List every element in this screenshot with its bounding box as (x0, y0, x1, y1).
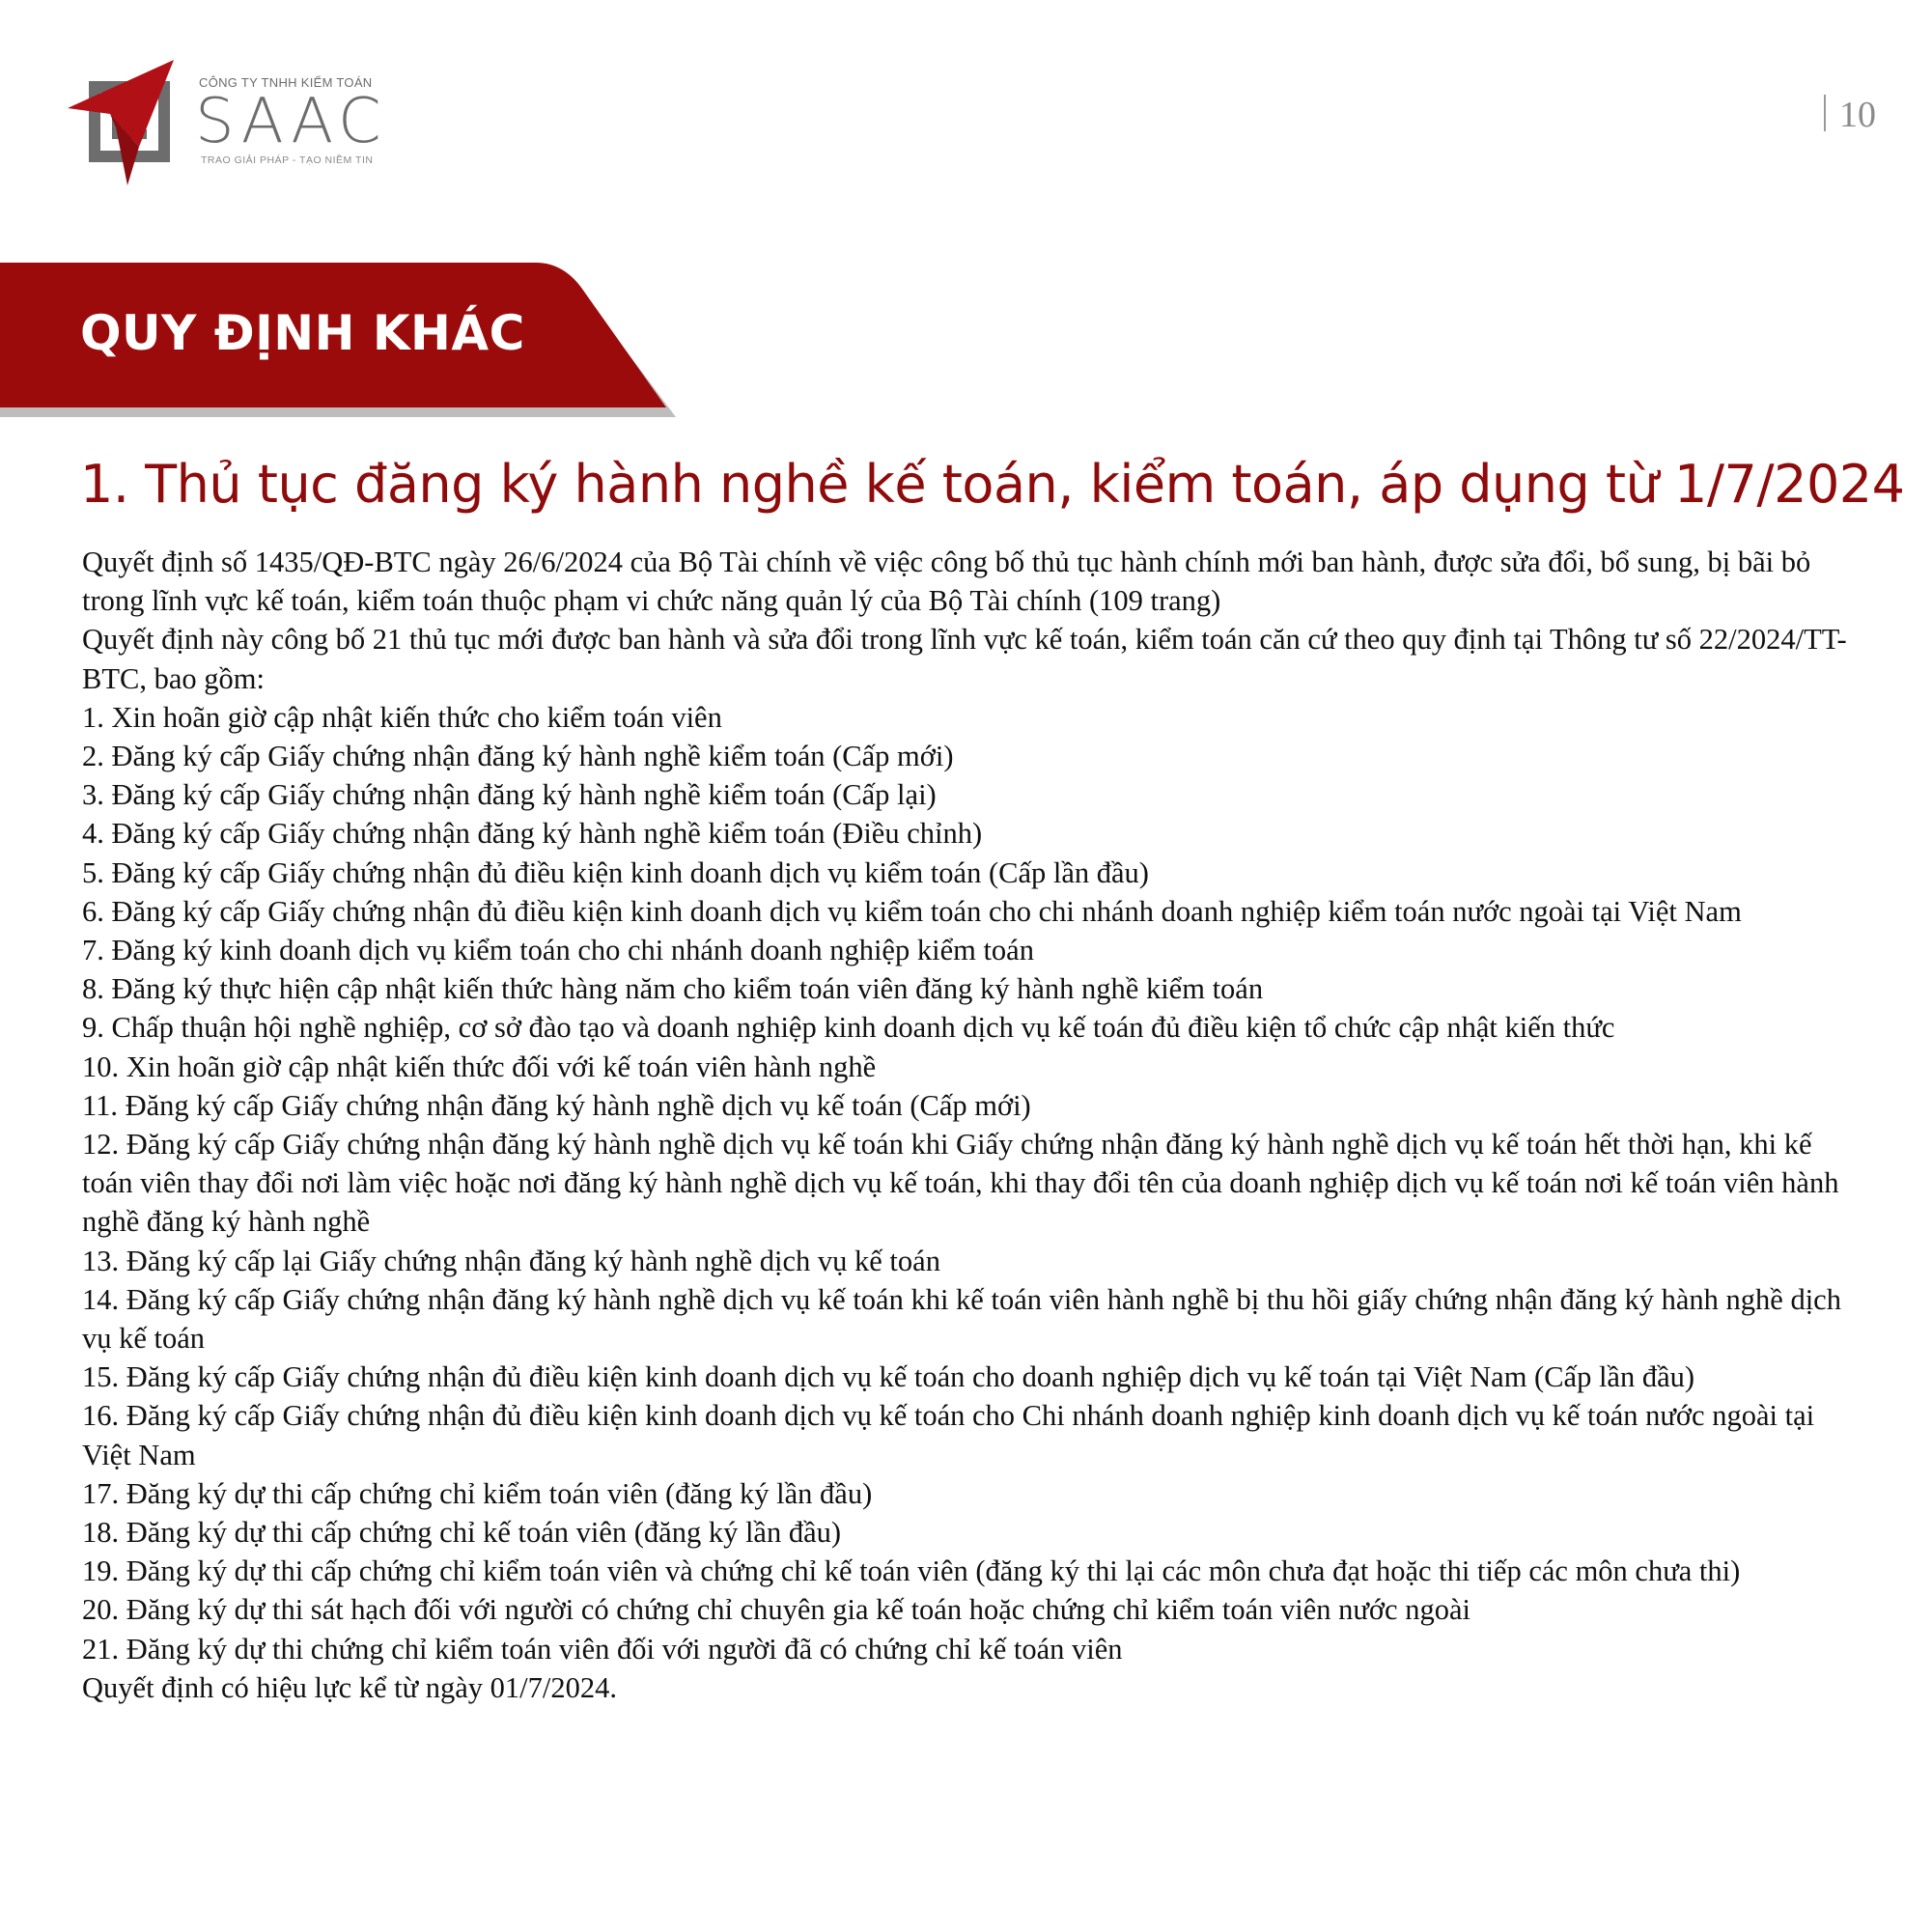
company-logo (68, 60, 396, 195)
list-item: 7. Đăng ký kinh doanh dịch vụ kiểm toán cho chi nhánh doanh nghiệp kiểm toán (82, 934, 1034, 967)
page-number (1824, 94, 1876, 136)
list-item: 2. Đăng ký cấp Giấy chứng nhận đăng ký hành nghề kiểm toán (Cấp mới) (82, 740, 954, 773)
section-banner (0, 263, 676, 417)
list-item: 9. Chấp thuận hội nghề nghiệp, cơ sở đào tạo và doanh nghiệp kinh doanh dịch vụ kế toán đủ điều kiện tổ chức cập nhật kiến thức (82, 1011, 1615, 1045)
list-item: 18. Đăng ký dự thi cấp chứng chỉ kế toán viên (đăng ký lần đầu) (82, 1516, 842, 1550)
logo-brand-name: SAAC (195, 86, 387, 157)
list-item: 15. Đăng ký cấp Giấy chứng nhận đủ điều kiện kinh doanh dịch vụ kế toán cho doanh nghiệp dịch vụ kế toán tại Việt Nam (Cấp lần đầu) (82, 1360, 1695, 1394)
list-item: 11. Đăng ký cấp Giấy chứng nhận đăng ký hành nghề dịch vụ kế toán (Cấp mới) (82, 1088, 1031, 1122)
list-item: 4. Đăng ký cấp Giấy chứng nhận đăng ký hành nghề kiểm toán (Điều chỉnh) (82, 817, 983, 851)
saac-emblem-icon (68, 60, 174, 195)
list-item: 21. Đăng ký dự thi chứng chỉ kiểm toán viên đối với người đã có chứng chỉ kế toán viên (82, 1632, 1123, 1666)
section-title: 1. Thủ tục đăng ký hành nghề kế toán, kiểm toán, áp dụng từ 1/7/2024 (80, 454, 1905, 515)
page-number-value: 10 (1839, 95, 1876, 135)
list-item: 14. Đăng ký cấp Giấy chứng nhận đăng ký hành nghề dịch vụ kế toán khi kế toán viên hành nghề bị thu hồi giấy chứng nhận đăng ký hành nghề dịch vụ kế toán (82, 1282, 1841, 1356)
intro-paragraph: Quyết định này công bố 21 thủ tục mới được ban hành và sửa đổi trong lĩnh vực kế toán, kiểm toán căn cứ theo quy định tại Thông tư số 22/2024/TT-BTC, bao gồm: (82, 623, 1847, 695)
list-item: 8. Đăng ký thực hiện cập nhật kiến thức hàng năm cho kiểm toán viên đăng ký hành nghề kiểm toán (82, 972, 1264, 1006)
list-item: 16. Đăng ký cấp Giấy chứng nhận đủ điều kiện kinh doanh dịch vụ kế toán cho Chi nhánh doanh nghiệp kinh doanh dịch vụ kế toán nước ngoài tại Việt Nam (82, 1399, 1815, 1471)
page-number-divider (1824, 95, 1826, 131)
effective-date: Quyết định có hiệu lực kể từ ngày 01/7/2024. (82, 1670, 618, 1704)
logo-slogan: TRAO GIẢI PHÁP - TẠO NIỀM TIN (201, 154, 374, 166)
list-item: 17. Đăng ký dự thi cấp chứng chỉ kiểm toán viên (đăng ký lần đầu) (82, 1476, 873, 1510)
intro-paragraph: Quyết định số 1435/QĐ-BTC ngày 26/6/2024 của Bộ Tài chính về việc công bố thủ tục hành chính mới ban hành, được sửa đổi, bổ sung, bị bãi bỏ trong lĩnh vực kế toán, kiểm toán thuộc phạm vi chức năng quản lý của Bộ Tài chính (109 trang) (82, 546, 1811, 618)
list-item: 6. Đăng ký cấp Giấy chứng nhận đủ điều kiện kinh doanh dịch vụ kiểm toán cho chi nhánh doanh nghiệp kiểm toán nước ngoài tại Việt Nam (82, 894, 1742, 928)
banner-title: QUY ĐỊNH KHÁC (80, 305, 525, 361)
list-item: 1. Xin hoãn giờ cập nhật kiến thức cho kiểm toán viên (82, 700, 722, 734)
logo-company-line: CÔNG TY TNHH KIỂM TOÁN (199, 75, 373, 90)
list-item: 20. Đăng ký dự thi sát hạch đối với người có chứng chỉ chuyên gia kế toán hoặc chứng chỉ kiểm toán viên nước ngoài (82, 1593, 1470, 1627)
list-item: 3. Đăng ký cấp Giấy chứng nhận đăng ký hành nghề kiểm toán (Cấp lại) (82, 778, 937, 812)
section-body (82, 543, 1854, 1707)
list-item: 19. Đăng ký dự thi cấp chứng chỉ kiểm toán viên và chứng chỉ kế toán viên (đăng ký thi lại các môn chưa đạt hoặc thi tiếp các môn chưa thi) (82, 1554, 1741, 1588)
list-item: 13. Đăng ký cấp lại Giấy chứng nhận đăng ký hành nghề dịch vụ kế toán (82, 1244, 940, 1277)
list-item: 12. Đăng ký cấp Giấy chứng nhận đăng ký hành nghề dịch vụ kế toán khi Giấy chứng nhận đăng ký hành nghề dịch vụ kế toán hết thời hạn, khi kế toán viên thay đổi nơi làm việc hoặc nơi đăng ký hành nghề dịch vụ kế toán, khi thay đổi tên của doanh nghiệp dịch vụ kế toán nơi kế toán viên hành nghề đăng ký hành nghề (82, 1128, 1839, 1239)
list-item: 10. Xin hoãn giờ cập nhật kiến thức đối với kế toán viên hành nghề (82, 1050, 877, 1083)
list-item: 5. Đăng ký cấp Giấy chứng nhận đủ điều kiện kinh doanh dịch vụ kiểm toán (Cấp lần đầu) (82, 855, 1149, 889)
